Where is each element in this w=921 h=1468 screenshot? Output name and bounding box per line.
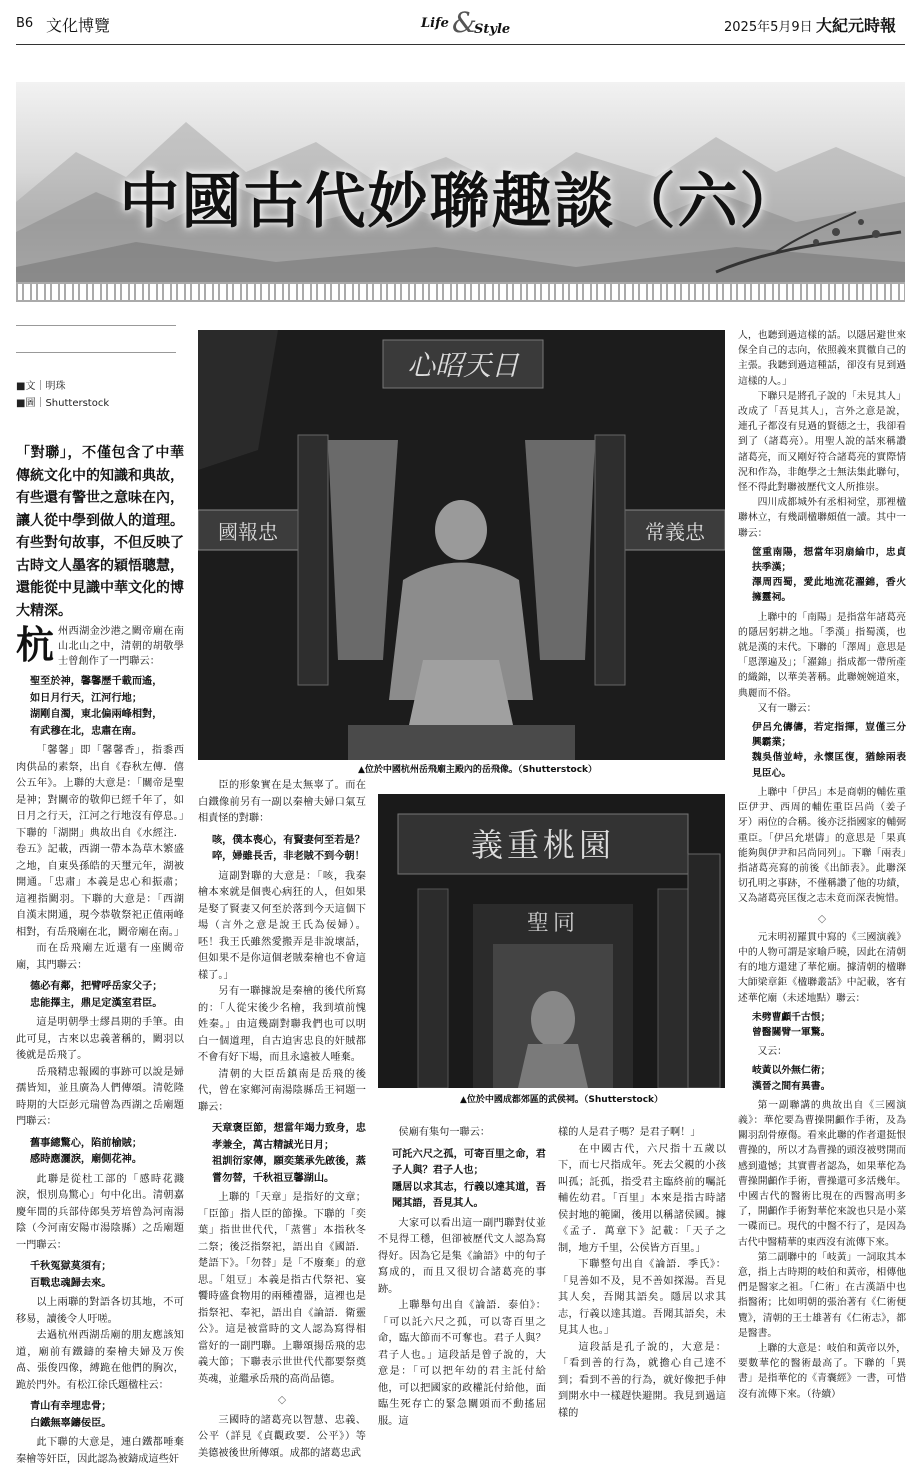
paragraph: 上聯舉句出自《論語．泰伯》：「可以託六尺之孤，可以寄百里之命，臨大節而不可奪也。君子人與？君子人也。」這段話是曾子說的，大意是：「可以把年幼的君主託付給他，可以把國家的政權託付給他，面臨生死存亡的緊急關頭而不動搖屈服。這 xyxy=(378,1300,546,1427)
lead-paragraph: 「對聯」，不僅包含了中華傳統文化中的知識和典故，有些還有警世之意味在內，讓人從中學到做人的道理。有些對句故事，不但反映了古時文人墨客的穎悟聰慧，還能從中見識中華文化的博大精深。 xyxy=(16,445,184,619)
couplet: 青山有幸埋忠骨； 白鐵無辜鑄佞臣。 xyxy=(30,1400,112,1429)
paragraph: 上聯中的「南陽」是指當年諸葛亮的隱居躬耕之地。「季漢」指蜀漢，也就是漢的末代。下聯的「澤周」意思是「恩澤遍及」；「濯錦」指成都一帶所產的織錦，以華美著稱。此聯婉婉道來，典麗而不俗。 xyxy=(738,611,906,699)
paragraph: 這副對聯的大意是：「咳，我秦檜本來就是個喪心病狂的人，但如果是娶了賢妻又何至於落到今天這個下場（言外之意是說王氏為佞婦）。呸！我王氏雖然愛搬弄是非說壞話，但如果不是你這個老賊秦檜也不會這樣了。」 xyxy=(198,870,366,981)
paragraph: 清朝的大臣岳鎮南是岳飛的後代，曾在家鄉河南湯陰縣岳王祠題一聯云： xyxy=(198,1068,366,1113)
life-style-logo-life: Life xyxy=(421,16,449,31)
paragraph: 元末明初羅貫中寫的《三國演義》中的人物可謂是家喻戶曉，因此在清朝有的地方還建了華佗廟。據清朝的楹聯大師梁章鉅《楹聯叢話》中記載，客有述華佗廟（未述地點）聯云： xyxy=(738,931,906,1004)
paragraph: 岳飛精忠報國的事跡可以說是婦孺皆知，並且廣為人們傳頌。清乾隆時期的大臣彭元瑞曾為西湖之岳廟題門聯云： xyxy=(16,1066,184,1127)
couplet: 伊呂允儔儔，若定指揮，豈僅三分興霸業； 魏吳偕並峙，永懷匡復，猶餘兩表見臣心。 xyxy=(752,722,906,779)
wuhou-shrine-photo xyxy=(378,794,725,1088)
issue-date: 2025年5月9日 xyxy=(724,20,813,35)
paragraph: 四川成都城外有丞相祠堂，那裡楹聯林立，有幾副楹聯頗值一讀。其中一聯云： xyxy=(738,497,906,539)
temple-interior-illustration xyxy=(198,330,725,760)
life-style-logo-amp: & xyxy=(452,6,477,39)
greek-key-border xyxy=(16,282,905,302)
byline xyxy=(16,378,109,412)
article-column-3 xyxy=(378,1125,546,1430)
article-column-1 xyxy=(16,624,184,1468)
couplet: 德必有鄰，把臂呼岳家父子； 忠能擇主，鼎足定漢室君臣。 xyxy=(30,980,163,1009)
couplet: 可託六尺之孤，可寄百里之命，君子人與？君子人也； 隱居以求其志，行義以達其道，吾聞其語，吾見其人。 xyxy=(392,1147,546,1209)
article-column-2 xyxy=(198,778,366,1462)
paragraph: 此聯是從杜工部的「感時花濺淚，恨別鳥驚心」句中化出。清朝嘉慶年間的兵部侍郎吳芳培曾為河南湯陰（今河南安陽市湯陰縣）之岳廟題一門聯云： xyxy=(16,1173,184,1251)
article-title: 中國古代妙聯趣談（六） xyxy=(119,167,802,237)
yue-fei-statue-photo xyxy=(198,330,725,760)
byline-rule xyxy=(16,352,176,353)
couplet: 千秋冤獄莫須有； 百戰忠魂歸去來。 xyxy=(30,1260,112,1289)
couplet: 聖至於神，馨馨歷千載而遙， 如日月行天，江河行地； 湖剛自濁，東北偏兩峰相對， 有武穆在北，忠肅在南。 xyxy=(30,675,163,737)
life-style-logo-style: Style xyxy=(474,22,511,37)
page-number: B6 xyxy=(16,16,34,31)
couplet: 未劈曹顱千古恨； 曾醫關臂一軍驚。 xyxy=(752,1011,831,1038)
paragraph: 又有一聯云： xyxy=(757,702,817,714)
drop-cap: 杭 xyxy=(16,622,55,667)
paragraph: 又云： xyxy=(757,1046,787,1058)
paragraph: 第二副聯中的「岐黃」一詞取其本意，指上古時期的岐伯和黃帝，相傳他們是醫家之祖。「仁術」在古漢語中也指醫術；比如明朝的張治著有《仁術便覽》，清朝的王士雄著有《仁術志》，都是醫書。 xyxy=(738,1251,906,1339)
title-banner xyxy=(16,82,905,282)
photo-caption: ▲位於中國杭州岳飛廟主殿內的岳飛像。（Shutterstock） xyxy=(358,765,598,775)
section-title: 文化博覽 xyxy=(46,16,111,35)
paragraph: 臣的形象實在是太無辜了。而在白鐵像前另有一副以秦檜夫婦口氣互相責怪的對聯： xyxy=(198,780,366,824)
paragraph: 這是明朝學士繆昌期的手筆。由此可見，古來以忠義著稱的，闕羽以後就是岳飛了。 xyxy=(16,1017,184,1061)
paragraph: 而在岳飛廟左近還有一座闕帝廟，其門聯云： xyxy=(16,943,184,971)
section-separator-icon: ◇ xyxy=(277,1393,287,1406)
opening-paragraph: 杭 州西湖金沙港之闕帝廟在南山北山之中，清朝的胡敬學士曾創作了一門聯云： xyxy=(16,622,184,667)
paragraph: 下聯整句出自《論語．季氏》：「見善如不及，見不善如探湯。吾見其人矣，吾聞其語矣。隱居以求其志，行義以達其道。吾聞其語矣，未見其人也。」 xyxy=(558,1259,726,1336)
couplet: 天章褒臣節，想當年竭力致身，忠孝兼全，萬古精誠光日月； 祖訓衍家傳，願奕葉承先啟後，蒸嘗勿替，千秋祖豆馨湖山。 xyxy=(212,1122,366,1184)
paragraph: 侯廟有集句一聯云： xyxy=(398,1127,491,1138)
couplet: 舊事總驚心，陷前榆賊； 感時應灑淚，廟側花神。 xyxy=(30,1136,143,1165)
couplet: 咳，僕本喪心，有賢妻何至若是？ 啐，婦雖長舌，非老賊不到今朝！ xyxy=(212,833,365,862)
paragraph: 上聯中「伊呂」本是商朝的輔佐重臣伊尹、西周的輔佐重臣呂尚（姜子牙）兩位的合稱。後亦泛指國家的輔弼重臣。「伊呂允堪儔」的意思是「果真能夠與伊尹和呂尚同列」。下聯「兩表」指諸葛亮寫的前後《出師表》。此聯深切孔明之事跡，不僅稱讚了他的功績，又為諸葛亮匡復之志未竟而深表惋惜。 xyxy=(738,786,906,905)
photo-credit: ■圖｜Shutterstock xyxy=(16,398,110,409)
article-column-5 xyxy=(738,328,906,1402)
paragraph: 「馨馨」即「馨馨香」，指黍西肉供品的素祭，出自《春秋左傳．僖公五年》。上聯的大意是：「關帝是聖是神；對關帝的敬仰已經千年了，如日月之行天，江河之行地沒有停息。」下聯的「湖開」典故出自《水經注．卷五》記載，西湖一帶本為草木繁盛之地，自東吳孫皓的天璽元年，湖被開通。「忠肅」本義是忠心和振肅；這裡指闕羽。下聯的大意是：「西湖自漢末開通，現今恭敬祭祀正值兩峰相對，有岳飛廟在北，闕帝廟在南。」 xyxy=(16,745,185,938)
page-header xyxy=(16,6,905,45)
right-hall-sign: 常義忠 xyxy=(645,520,705,544)
byline-rule xyxy=(16,325,176,326)
article-column-4 xyxy=(558,1125,726,1422)
section-separator-icon: ◇ xyxy=(817,911,827,925)
paragraph: 大家可以看出這一副門聯對仗並不見得工穩，但卻被歷代文人認為寫得好。因為它是集《論語》中的句子寫成的，而且又很切合諸葛亮的事跡。 xyxy=(378,1217,546,1295)
main-hall-plaque: 心昭天日 xyxy=(406,349,519,382)
paragraph: 在中國古代，六尺指十五歲以下，而七尺指成年。死去父親的小孩叫孤；託孤，指受君主臨終前的囑託輔佐幼君。「百里」本來是指古時諸侯封地的範圍，後用以稱諸侯國。據《孟子．萬章下》記載：「天子之制，地方千里，公侯皆方百里。」 xyxy=(558,1143,726,1254)
couplet: 岐黃以外無仁術； 漢晉之間有異書。 xyxy=(752,1065,831,1092)
newspaper-name: 大紀元時報 xyxy=(816,16,897,35)
inner-plaque: 聖同 xyxy=(526,911,579,936)
paragraph: 第一副聯講的典故出自《三國演義》：華佗要為曹操開顱作手術，及為關羽刮骨療傷。看來此聯的作者還挺恨曹操的，所以才為曹操的頭沒被劈開而感到遺憾；其實曹者認為，如果華佗為曹操開顱作手術，曹操還可多活幾年。中國古代的醫術比現在的西醫高明多了，開顱作手術對華佗來說也只是小菜一碟而已。現代的中醫不行了，是因為古代中醫精華的東西沒有流傳下來。 xyxy=(738,1099,906,1248)
paragraph: 上聯的大意是：岐伯和黃帝以外，要數華佗的醫術最高了。下聯的「異書」是指華佗的《青囊經》一書，可惜沒有流傳下來。（待續） xyxy=(738,1343,906,1400)
couplet: 筐重南陽，想當年羽扇綸巾，忠貞扶季漢； 澤周西蜀，愛此地流花濯錦，香火擁靈祠。 xyxy=(752,546,906,604)
paragraph: 三國時的諸葛亮以智慧、忠義、公平（詳見《貞觀政要．公平》）等美德被後世所傳頌。成都的諸葛忠武 xyxy=(198,1414,366,1459)
paragraph: 下聯只是將孔子說的「未見其人」改成了「吾見其人」，言外之意是說，連孔子都沒有見過的賢德之士，我卻看到了（諸葛亮）。用聖人說的話來稱讚諸葛亮，而又剛好符合諸葛亮的實際情況和作為，非飽學之士無法集此聯句，怪不得此對聯被歷代文人所推崇。 xyxy=(738,390,906,494)
paragraph: 去過杭州西湖岳廟的朋友應該知道，廟前有鐵鑄的秦檜夫婦及万俟卨、張俊四像，縛跪在他們的胸次，跪於門外。有松江徐氏題楹柱云： xyxy=(16,1330,184,1391)
author-credit: ■文｜明珠 xyxy=(16,381,66,392)
paragraph: 人，也聽到過這樣的話。以隱居避世來保全自己的志向，依照義來貫徹自己的主張。我聽到過這種話，卻沒有見到過這樣的人。」 xyxy=(738,330,906,387)
paragraph: 此下聯的大意是，連白鐵都唾棄秦檜等奸臣，因此認為被鑄成這些奸 xyxy=(16,1437,184,1465)
left-hall-sign: 國報忠 xyxy=(218,520,278,544)
gate-plaque: 義重桃園 xyxy=(470,826,615,864)
photo-caption: ▲位於中國成都郊區的武侯祠。（Shutterstock） xyxy=(460,1095,664,1105)
paragraph: 以上兩聯的對語各切其地，不可移易，讀後令人吁嗟。 xyxy=(16,1297,184,1325)
paragraph: 另有一聯據說是秦檜的後代所寫的：「人從宋後少名檜，我到墳前愧姓秦。」由這幾副對聯我們也可以明白一個道理，自古迫害忠良的奸賊都不會有好下場，而且永遠被人唾棄。 xyxy=(198,986,366,1063)
paragraph: 樣的人是君子嗎？是君子啊！」 xyxy=(558,1127,701,1138)
paragraph: 上聯的「天章」是指好的文章；「臣節」指人臣的節操。下聯的「奕葉」指世世代代，「蒸嘗」本指秋冬二祭；後泛指祭祀，語出自《國語．楚語下》。「勿替」是「不廢棄」的意思。「俎豆」本義是指古代祭祀、宴饗時盛食物用的兩種禮器，這裡也是指祭祀、奉祀，語出自《論語．衛靈公》。這是被當時的文人認為寫得相當好的一副門聯。上聯頌揚岳飛的忠義大節；下聯表示世世代代都要祭奠英魂，並繼承岳飛的高尚品德。 xyxy=(198,1192,366,1385)
paragraph: 這段話是孔子說的，大意是：「看到善的行為，就擔心自己達不到；看到不善的行為，就好像把手伸到開水中一樣趕快避開。我見到過這樣的 xyxy=(558,1341,726,1419)
